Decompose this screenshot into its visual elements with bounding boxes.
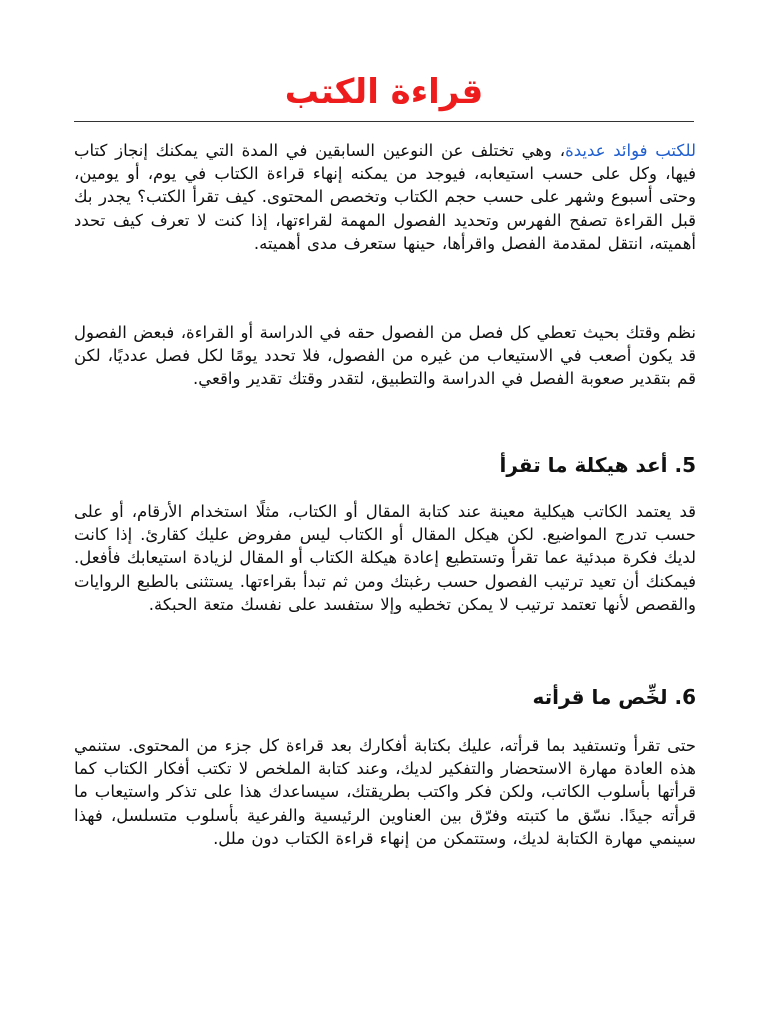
link-book-benefits[interactable]: للكتب فوائد عديدة bbox=[565, 141, 696, 160]
title-divider bbox=[74, 121, 694, 122]
paragraph-summarize: حتى تقرأ وتستفيد بما قرأته، عليك بكتابة أفكارك بعد قراءة كل جزء من المحتوى. ستنمي هذه العادة مهارة الاستحضار والتفكير لديك، وعند كتابة الملخص لا تكتب أفكار الكتاب كما قرأتها بأسلوب الكاتب، ولكن فكر واكتب بطريقتك، سيساعدك هذا على تذكر واستيعاب ما قرأته جيدًا. نسّق ما كتبته وفرّق بين العناوين الرئيسية والفرعية بأسلوب متسلسل، فهذا سينمي مهارة الكتابة لديك، وستتمكن من إنهاء قراءة الكتاب دون ملل. bbox=[74, 736, 696, 848]
heading-restructure: 5. أعد هيكلة ما تقرأ bbox=[499, 453, 696, 477]
paragraph-restructure: قد يعتمد الكاتب هيكلية معينة عند كتابة المقال أو الكتاب، مثلًا استخدام الأرقام، أو على حسب تدرج المواضيع. لكن هيكل المقال أو الكتاب ليس مفروض عليك كقارئ. إذا كانت لديك فكرة مبدئية عما تقرأ وتستطيع إعادة هيكلة الكتاب أو المقال لزيادة استيعابك فأفعل. فيمكنك أن تعيد ترتيب الفصول حسب رغبتك ومن ثم تبدأ بقراءتها. يستثنى بالطبع الروايات والقصص لأنها تعتمد ترتيب لا يمكن تخطيه وإلا ستفسد على نفسك متعة الحبكة. bbox=[74, 502, 696, 614]
page-title: قراءة الكتب bbox=[284, 72, 484, 112]
paragraph-intro bbox=[74, 139, 696, 255]
paragraph-time-management: نظم وقتك بحيث تعطي كل فصل من الفصول حقه في الدراسة أو القراءة، فبعض الفصول قد يكون أصعب في الاستيعاب من غيره من الفصول، فلا تحدد يومًا لكل فصل عدديًا، لكن قم بتقدير صعوبة الفصل في الدراسة والتطبيق، لتقدر وقتك تقدير واقعي. bbox=[74, 323, 696, 389]
paragraph-intro-text: ، وهي تختلف عن النوعين السابقين في المدة التي يمكنك إنجاز كتاب فيها، وكل على حسب استيعابه، فيوجد من يمكنه إنهاء قراءة الكتاب في يوم، أو يومين، وحتى أسبوع وشهر على حسب حجم الكتاب وتخصص المحتوى. كيف تقرأ الكتب؟ يجدر بك قبل القراءة تصفح الفهرس وتحديد الفصول المهمة لقراءتها، إذا كنت لا تعرف كيف تحدد أهميته، انتقل لمقدمة الفصل واقرأها، حينها ستعرف مدى أهميته. bbox=[74, 141, 696, 253]
heading-summarize: 6. لخِّص ما قرأته bbox=[532, 685, 696, 709]
